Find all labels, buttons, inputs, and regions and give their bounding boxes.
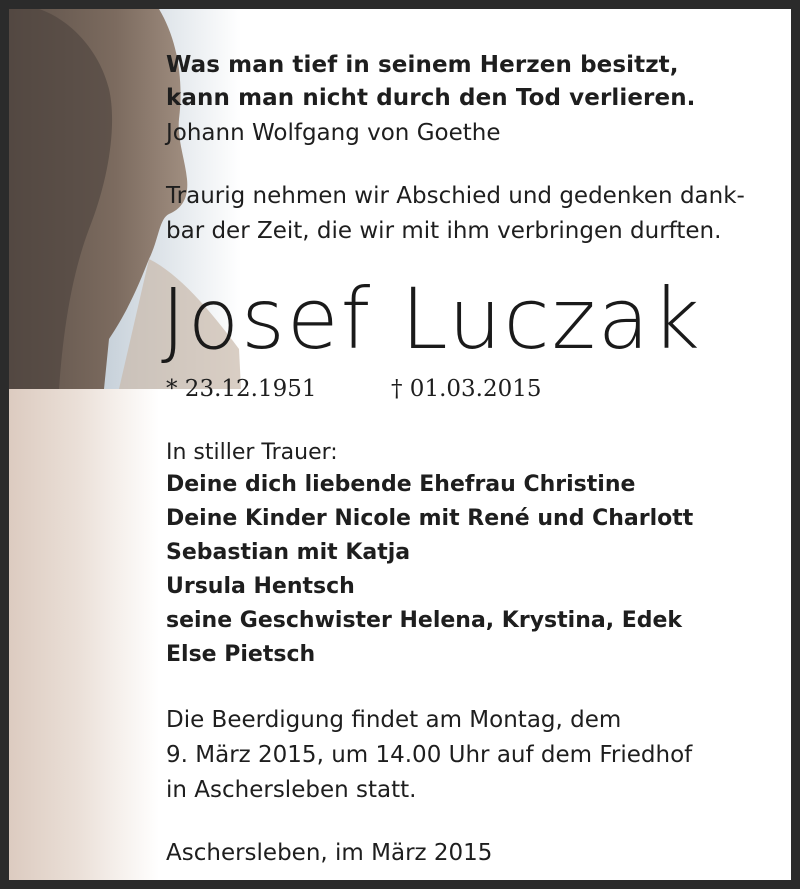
mourner-line: Ursula Hentsch	[166, 574, 355, 599]
farewell-text	[166, 179, 745, 249]
farewell-line: Traurig nehmen wir Abschied und gedenken dank-	[166, 183, 745, 209]
place-date: Aschersleben, im März 2015	[166, 840, 493, 866]
quote-author: Johann Wolfgang von Goethe	[166, 120, 501, 146]
quote	[166, 49, 696, 115]
life-dates	[166, 374, 542, 404]
mourner-line: Deine Kinder Nicole mit René und Charlott	[166, 506, 694, 531]
death-date: † 01.03.2015	[391, 376, 542, 402]
funeral-line: Die Beerdigung findet am Montag, dem	[166, 707, 622, 733]
funeral-line: in Aschersleben statt.	[166, 777, 417, 803]
decorative-gradient	[9, 389, 159, 889]
quote-line: kann man nicht durch den Tod verlieren.	[166, 85, 696, 111]
mourners-list	[166, 468, 693, 672]
quote-line: Was man tief in seinem Herzen besitzt,	[166, 52, 679, 78]
mourning-label: In stiller Trauer:	[166, 440, 338, 465]
farewell-line: bar der Zeit, die wir mit ihm verbringen durften.	[166, 218, 722, 244]
mourner-line: Sebastian mit Katja	[166, 540, 411, 565]
deceased-name: Josef Luczak	[161, 270, 702, 368]
funeral-notice	[166, 703, 692, 808]
mourner-line: seine Geschwister Helena, Krystina, Edek	[166, 608, 683, 633]
mourner-line: Else Pietsch	[166, 642, 316, 667]
birth-date: * 23.12.1951	[166, 376, 317, 402]
funeral-line: 9. März 2015, um 14.00 Uhr auf dem Friedhof	[166, 742, 693, 768]
mourner-line: Deine dich liebende Ehefrau Christine	[166, 472, 636, 497]
